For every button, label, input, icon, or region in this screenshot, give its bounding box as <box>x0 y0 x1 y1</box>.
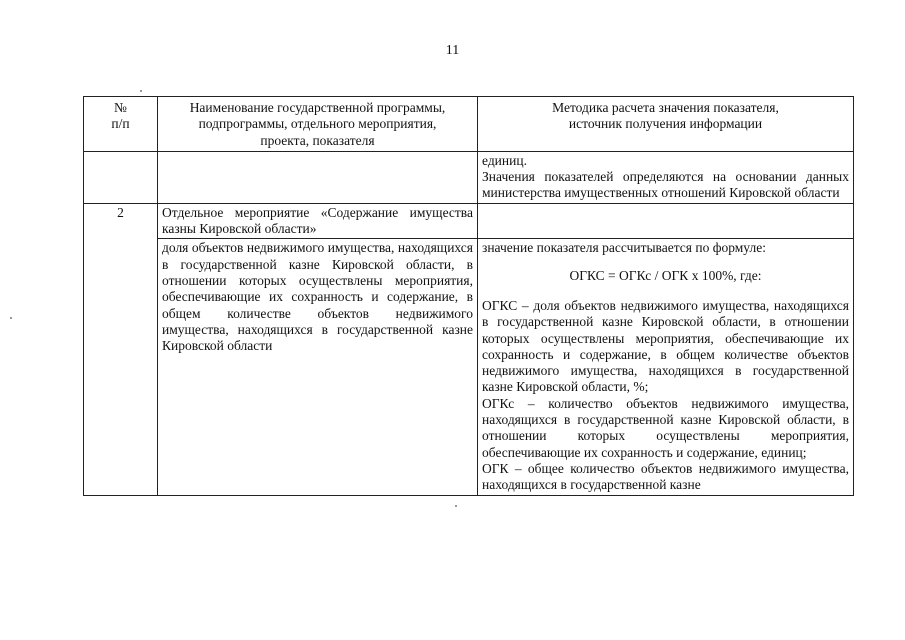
definition-ogk: ОГК – общее количество объектов недвижимого имущества, находящихся в государственной казне <box>482 460 849 493</box>
table-header-row <box>84 97 854 152</box>
method-text: Значения показателей определяются на основании данных министерства имущественных отношений Кировской области <box>482 169 849 201</box>
scan-speck <box>455 505 457 507</box>
scan-speck <box>10 317 12 319</box>
indicators-table <box>83 96 854 496</box>
cell-name-empty <box>158 151 478 203</box>
header-number-line: № <box>114 100 127 115</box>
header-name <box>158 97 478 152</box>
header-method <box>478 97 854 152</box>
cell-number-empty <box>84 151 158 203</box>
cell-method-continuation <box>478 151 854 203</box>
cell-indicator-method <box>478 239 854 495</box>
page-number: 11 <box>445 43 460 58</box>
definition-ogks-small: ОГКс – количество объектов недвижимого имущества, находящихся в государственной казне Кировской области, в отношении которых осуществлены мероприятия, обеспечивающие их сохранность и содержание, единиц; <box>482 395 849 460</box>
cell-row-number: 2 <box>84 203 158 495</box>
table-row <box>84 239 854 495</box>
header-number-line: п/п <box>111 116 130 132</box>
header-name-line: проекта, показателя <box>260 132 375 148</box>
method-text: единиц. <box>482 152 527 168</box>
header-name-line: подпрограммы, отдельного мероприятия, <box>198 116 437 132</box>
scan-speck <box>140 90 142 92</box>
table-row <box>84 151 854 203</box>
cell-indicator-name: доля объектов недвижимого имущества, находящихся в государственной казне Кировской области, в отношении которых осуществлены мероприятия, обеспечивающие их сохранность и содержание, в общем количестве объектов недвижимого имущества, находящихся в государственной казне Кировской области <box>158 239 478 495</box>
header-method-line: Методика расчета значения показателя, <box>552 100 779 115</box>
method-intro: значение показателя рассчитывается по формуле: <box>482 240 766 256</box>
cell-event-name: Отдельное мероприятие «Содержание имущества казны Кировской области» <box>158 203 478 239</box>
table-row <box>84 203 854 239</box>
header-method-line: источник получения информации <box>568 116 763 132</box>
header-number <box>84 97 158 152</box>
cell-event-method-empty <box>478 203 854 239</box>
definition-ogks: ОГКС – доля объектов недвижимого имущества, находящихся в государственной казне Кировской области, в отношении которых осуществлены мероприятия, обеспечивающие их сохранность и содержание, в общем количестве объектов недвижимого имущества, находящихся в государственной казне Кировской области, %; <box>482 297 849 395</box>
header-name-line: Наименование государственной программы, <box>189 100 446 115</box>
formula: ОГКС = ОГКс / ОГК x 100%, где: <box>569 267 762 283</box>
